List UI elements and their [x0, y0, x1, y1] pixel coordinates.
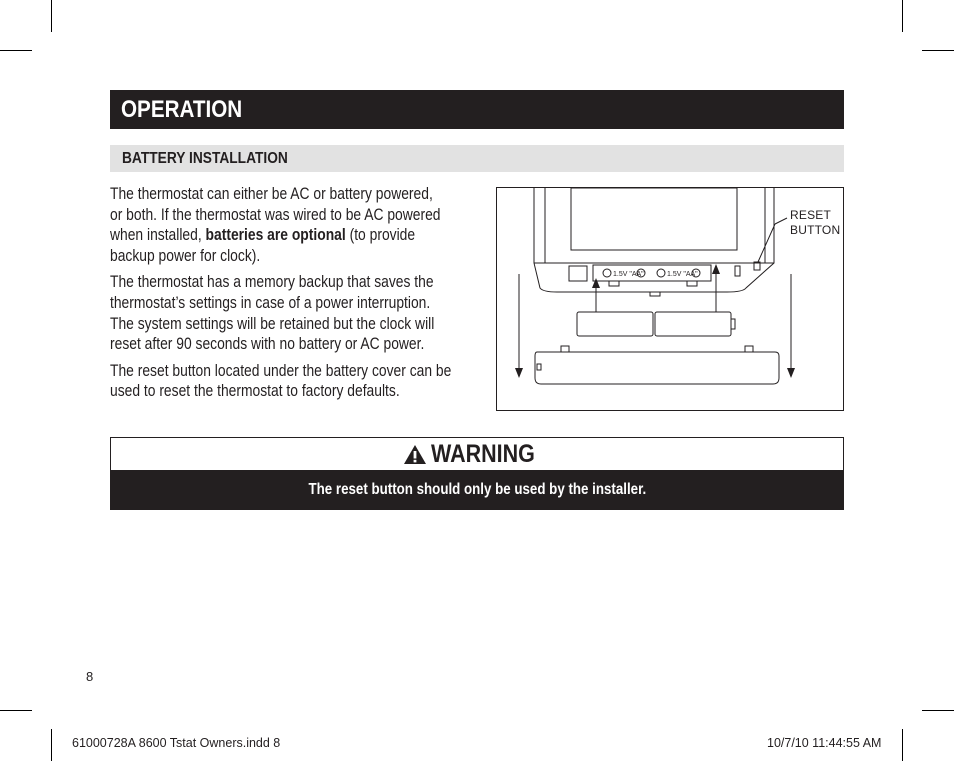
page-number: 8	[86, 669, 94, 684]
paragraph	[110, 361, 510, 402]
warning-header	[111, 438, 843, 470]
crop-mark	[51, 729, 52, 761]
text-line: backup power for clock).	[110, 246, 261, 265]
text-line: The thermostat has a memory backup that saves the	[110, 273, 434, 292]
section-title: OPERATION	[121, 96, 243, 123]
text-line: thermostat’s settings in case of a power interruption.	[110, 293, 431, 312]
text-line: used to reset the thermostat to factory defaults.	[110, 382, 400, 401]
text-line: The reset button located under the battery cover can be	[110, 361, 452, 380]
body-text	[110, 184, 510, 408]
text-line	[110, 225, 446, 246]
callout-line: BUTTON	[790, 223, 841, 237]
warning-message: The reset button should only be used by the installer.	[308, 481, 646, 498]
warning-message-bar	[111, 470, 843, 510]
paragraph	[110, 184, 510, 266]
crop-mark	[51, 0, 52, 32]
print-slug-date: 10/7/10 11:44:55 AM	[767, 736, 882, 750]
emphasis-text: batteries are optional	[205, 226, 346, 245]
warning-box	[110, 437, 844, 510]
print-slug-file: 61000728A 8600 Tstat Owners.indd 8	[72, 736, 281, 750]
battery-label: 1.5V "AA"	[613, 271, 644, 278]
section-header	[110, 90, 844, 129]
crop-mark	[922, 710, 954, 711]
text-run: (to provide	[345, 226, 416, 245]
battery-label: 1.5V "AA"	[667, 271, 698, 278]
text-line: reset after 90 seconds with no battery or AC power.	[110, 335, 425, 354]
text-line: The system settings will be retained but the clock will	[110, 314, 435, 333]
warning-title: WARNING	[430, 440, 535, 468]
callout-line: RESET	[790, 208, 832, 222]
battery-installation-figure	[496, 187, 844, 411]
warning-triangle-icon	[403, 444, 427, 465]
text-run: when installed,	[110, 226, 206, 245]
text-line: or both. If the thermostat was wired to be AC powered	[110, 205, 441, 224]
reset-button-callout	[790, 208, 840, 238]
subsection-header	[110, 145, 844, 172]
subsection-title: BATTERY INSTALLATION	[122, 150, 288, 167]
crop-mark	[902, 0, 903, 32]
text-line: The thermostat can either be AC or battery powered,	[110, 185, 433, 203]
paragraph	[110, 272, 510, 354]
crop-mark	[0, 710, 32, 711]
crop-mark	[902, 729, 903, 761]
crop-mark	[922, 50, 954, 51]
crop-mark	[0, 50, 32, 51]
